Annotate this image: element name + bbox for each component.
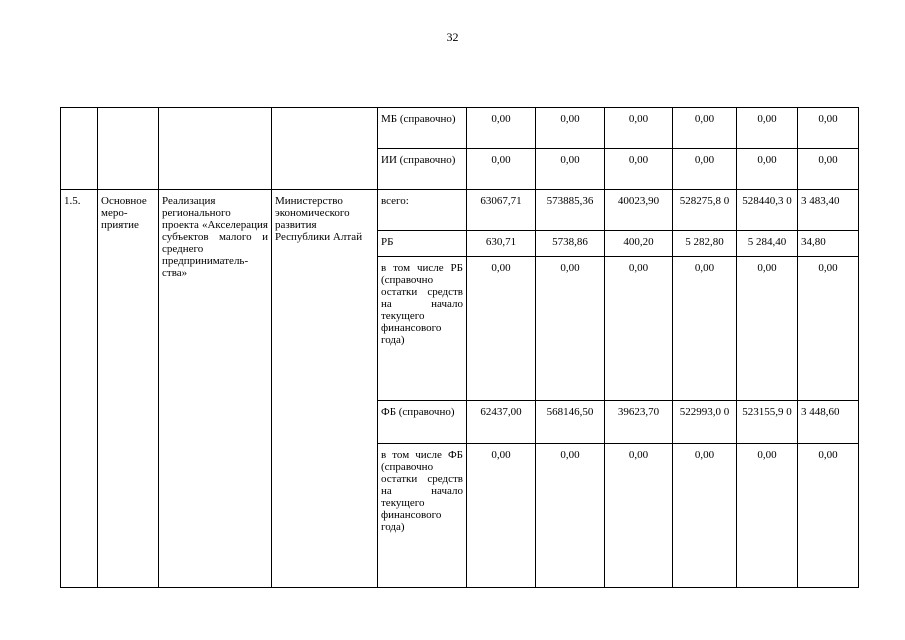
funding-source-cell: ФБ (справочно) [378,401,467,444]
funding-source-cell: РБ [378,231,467,257]
value-cell: 0,00 [605,149,673,190]
empty-cell [61,108,98,190]
value-cell: 0,00 [605,444,673,588]
value-cell: 0,00 [737,444,798,588]
value-cell: 0,00 [737,108,798,149]
value-cell: 0,00 [467,257,536,401]
value-cell: 0,00 [737,149,798,190]
budget-table [60,107,859,588]
value-cell: 528440,3 0 [737,190,798,231]
value-cell: 0,00 [673,108,737,149]
value-cell: 39623,70 [605,401,673,444]
value-cell: 568146,50 [536,401,605,444]
funding-source-cell: МБ (справочно) [378,108,467,149]
value-cell: 0,00 [737,257,798,401]
value-cell: 0,00 [467,149,536,190]
funding-source-cell: в том числе РБ (справочно остатки средств на начало текущего финансового года) [378,257,467,401]
value-cell: 523155,9 0 [737,401,798,444]
funding-source-cell: в том числе ФБ (справочно остатки средств на начало текущего финансового года) [378,444,467,588]
value-cell: 0,00 [605,257,673,401]
table-row [61,108,859,149]
value-cell: 0,00 [798,149,859,190]
page-number: 32 [446,30,459,44]
value-cell: 0,00 [798,444,859,588]
value-cell: 400,20 [605,231,673,257]
value-cell: 5 284,40 [737,231,798,257]
funding-source-cell: всего: [378,190,467,231]
funding-source-cell: ИИ (справочно) [378,149,467,190]
value-cell: 5 282,80 [673,231,737,257]
value-cell: 0,00 [467,108,536,149]
value-cell: 0,00 [536,444,605,588]
item-type-cell: Основное меро-приятие [98,190,159,588]
empty-cell [159,108,272,190]
item-number-cell: 1.5. [61,190,98,588]
value-cell: 0,00 [605,108,673,149]
item-executor-cell: Министерство экономического развития Республики Алтай [272,190,378,588]
empty-cell [272,108,378,190]
item-name-cell: Реализация регионального проекта «Акселерация субъектов малого и среднего предприниматель-ства» [159,190,272,588]
value-cell: 63067,71 [467,190,536,231]
value-cell: 3 483,40 [798,190,859,231]
value-cell: 0,00 [798,108,859,149]
value-cell: 522993,0 0 [673,401,737,444]
value-cell: 0,00 [536,257,605,401]
value-cell: 40023,90 [605,190,673,231]
value-cell: 630,71 [467,231,536,257]
value-cell: 0,00 [467,444,536,588]
table-row [61,190,859,231]
value-cell: 528275,8 0 [673,190,737,231]
value-cell: 0,00 [536,149,605,190]
value-cell: 0,00 [673,444,737,588]
value-cell: 62437,00 [467,401,536,444]
value-cell: 34,80 [798,231,859,257]
value-cell: 0,00 [798,257,859,401]
value-cell: 0,00 [673,149,737,190]
value-cell: 0,00 [536,108,605,149]
value-cell: 0,00 [673,257,737,401]
value-cell: 5738,86 [536,231,605,257]
value-cell: 3 448,60 [798,401,859,444]
value-cell: 573885,36 [536,190,605,231]
empty-cell [98,108,159,190]
